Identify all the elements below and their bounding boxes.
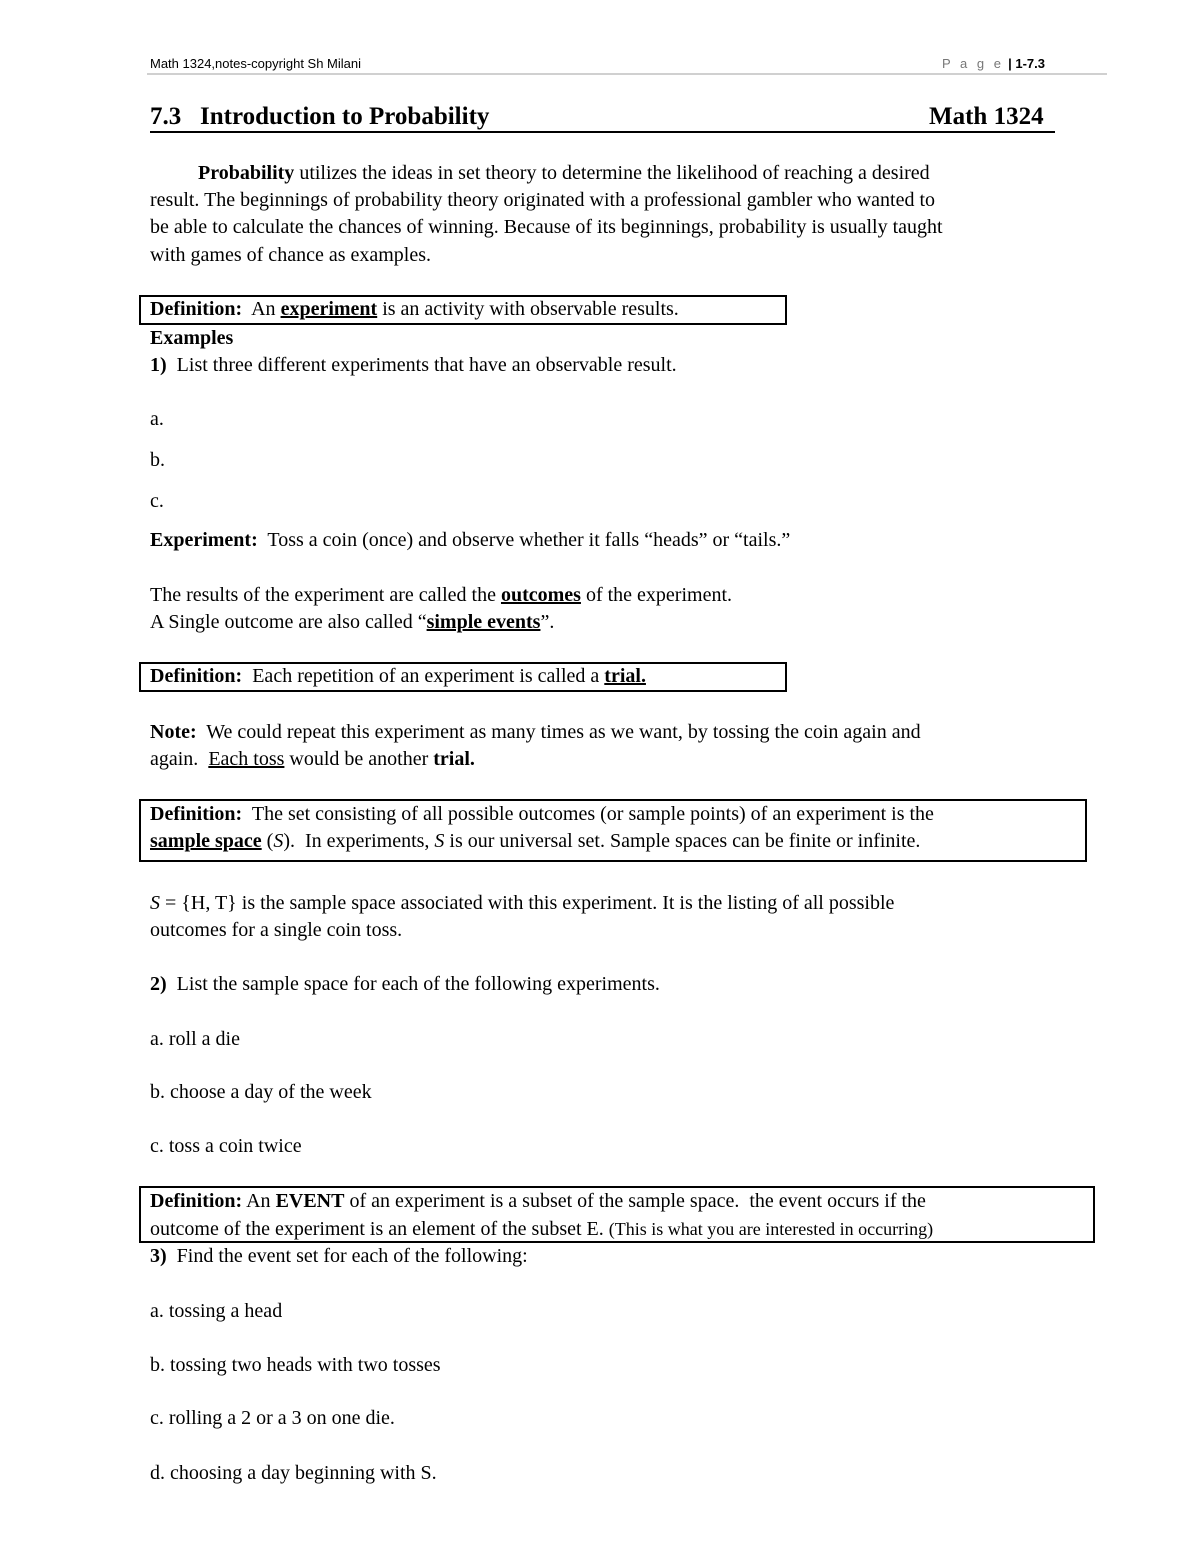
- q3-item-b: b. tossing two heads with two tosses: [150, 1354, 441, 1376]
- definition-event-line-1: Definition: An EVENT of an experiment is a subset of the sample space. the event occurs if the: [150, 1190, 926, 1212]
- q3-item-c: c. rolling a 2 or a 3 on one die.: [150, 1407, 395, 1429]
- outcomes-line-1: The results of the experiment are called the outcomes of the experiment.: [150, 584, 733, 606]
- intro-line-3: be able to calculate the chances of winning. Because of its beginnings, probability is usually taught: [150, 216, 943, 238]
- q2-item-b: b. choose a day of the week: [150, 1081, 372, 1103]
- definition-sample-space-line-2: sample space (S). In experiments, S is our universal set. Sample spaces can be finite or infinite.: [150, 830, 921, 852]
- question-1: 1) List three different experiments that have an observable result.: [150, 354, 677, 376]
- question-3: 3) Find the event set for each of the following:: [150, 1245, 528, 1267]
- section-title: 7.3 Introduction to Probability: [150, 103, 490, 130]
- note-line-1: Note: We could repeat this experiment as many times as we want, by tossing the coin again and: [150, 721, 921, 743]
- intro-line-2: result. The beginnings of probability theory originated with a professional gambler who wanted to: [150, 189, 936, 211]
- outcomes-line-2: A Single outcome are also called “simple events”.: [150, 611, 555, 633]
- sample-space-line-1: S = {H, T} is the sample space associated with this experiment. It is the listing of all possible: [150, 892, 895, 914]
- definition-experiment: Definition: An experiment is an activity with observable results.: [150, 298, 679, 320]
- q3-item-a: a. tossing a head: [150, 1300, 283, 1322]
- sample-space-line-2: outcomes for a single coin toss.: [150, 919, 403, 941]
- definition-trial: Definition: Each repetition of an experiment is called a trial.: [150, 665, 646, 687]
- examples-heading: Examples: [150, 327, 234, 349]
- title-underline: [150, 131, 1055, 133]
- intro-line-1: Probability utilizes the ideas in set theory to determine the likelihood of reaching a desired: [198, 162, 930, 184]
- q1-item-a: a.: [150, 408, 164, 430]
- page-word: P a g e: [942, 56, 1004, 71]
- q1-item-c: c.: [150, 490, 164, 512]
- q3-item-d: d. choosing a day beginning with S.: [150, 1462, 437, 1484]
- question-2: 2) List the sample space for each of the following experiments.: [150, 973, 660, 995]
- q2-item-a: a. roll a die: [150, 1028, 240, 1050]
- running-header-left: Math 1324,notes-copyright Sh Milani: [150, 56, 362, 71]
- definition-event-line-2: outcome of the experiment is an element of the subset E. (This is what you are interested in occurring): [150, 1218, 934, 1240]
- definition-sample-space-line-1: Definition: The set consisting of all possible outcomes (or sample points) of an experiment is the: [150, 803, 934, 825]
- course-title: Math 1324: [929, 103, 1044, 130]
- intro-line-4: with games of chance as examples.: [150, 244, 432, 266]
- note-line-2: again. Each toss would be another trial.: [150, 748, 475, 770]
- q2-item-c: c. toss a coin twice: [150, 1135, 302, 1157]
- experiment-coin: Experiment: Toss a coin (once) and observe whether it falls “heads” or “tails.”: [150, 529, 791, 551]
- page-number: | 1-7.3: [1008, 56, 1045, 71]
- q1-item-b: b.: [150, 449, 165, 471]
- running-header-page: [942, 56, 1045, 71]
- header-rule: [147, 73, 1107, 75]
